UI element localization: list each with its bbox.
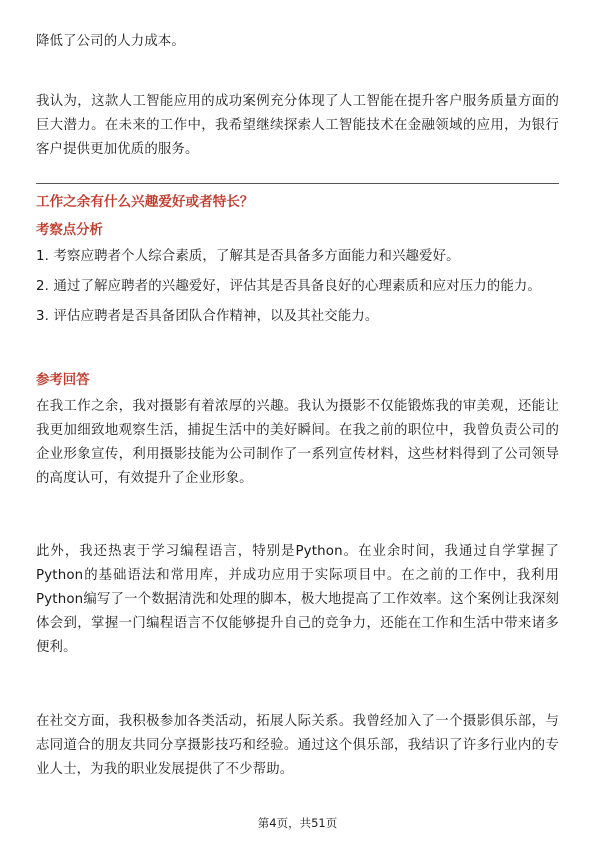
- analysis-heading: 考察点分析: [36, 223, 103, 238]
- question-title: 工作之余有什么兴趣爱好或者特长？: [36, 194, 254, 210]
- answer-heading: 参考回答: [36, 373, 90, 388]
- analysis-item: 1. 考察应聘者个人综合素质，了解其是否具备多方面能力和兴趣爱好。: [36, 249, 460, 264]
- answer-paragraph: 此外，我还热衷于学习编程语言，特别是Python。在业余时间，我通过自学掌握了Python的基础语法和常用库，并成功应用于实际项目中。在之前的工作中，我利用Python编写了一个数据清洗和处理的脚本，极大地提高了工作效率。这个案例让我深刻体会到，掌握一门编程语言不仅能够提升自己的竞争力，还能在工作和生活中带来诸多便利。: [36, 544, 559, 655]
- intro-conclusion-paragraph: 我认为，这款人工智能应用的成功案例充分体现了人工智能在提升客户服务质量方面的巨大潜力。在未来的工作中，我希望继续探索人工智能技术在金融领域的应用，为银行客户提供更加优质的服务。: [36, 94, 559, 157]
- page-footer: 第4页，共51页: [257, 816, 338, 830]
- analysis-list: [36, 245, 559, 335]
- analysis-item: 3. 评估应聘者是否具备团队合作精神，以及其社交能力。: [36, 309, 379, 324]
- answer-paragraph: 在社交方面，我积极参加各类活动，拓展人际关系。我曾经加入了一个摄影俱乐部，与志同道合的朋友共同分享摄影技巧和经验。通过这个俱乐部，我结识了许多行业内的专业人士，为我的职业发展提供了不少帮助。: [36, 714, 559, 777]
- answer-paragraph: 在我工作之余，我对摄影有着浓厚的兴趣。我认为摄影不仅能锻炼我的审美观，还能让我更加细致地观察生活，捕捉生活中的美好瞬间。在我之前的职位中，我曾负责公司的企业形象宣传，利用摄影技能为公司制作了一系列宣传材料，这些材料得到了公司领导的高度认可，有效提升了企业形象。: [36, 399, 559, 486]
- section-divider: [36, 183, 559, 184]
- analysis-item: 2. 通过了解应聘者的兴趣爱好，评估其是否具备良好的心理素质和应对压力的能力。: [36, 279, 541, 294]
- intro-tail-paragraph: 降低了公司的人力成本。: [36, 34, 185, 49]
